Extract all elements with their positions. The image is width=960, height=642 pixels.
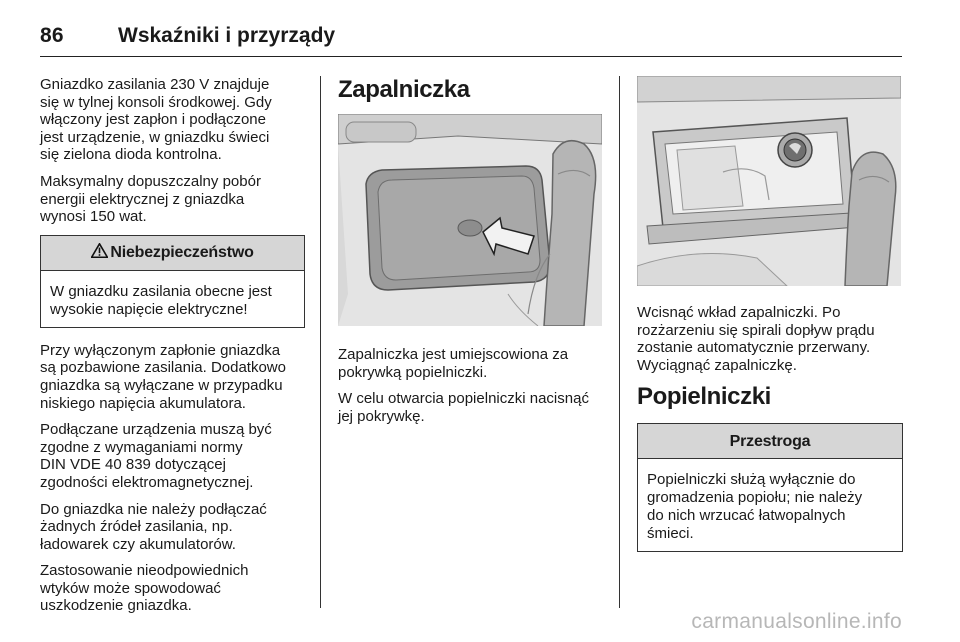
paragraph: Zapalniczka jest umiejscowiona za pokrywką popielniczki. <box>338 346 569 381</box>
column-divider <box>320 76 321 608</box>
column-2 <box>338 76 606 434</box>
danger-box-text: W gniazdku zasilania obecne jest wysokie napięcie elektryczne! <box>50 282 272 318</box>
danger-box <box>40 235 305 328</box>
column-1 <box>40 76 305 624</box>
chapter-title: Wskaźniki i przyrządy <box>118 24 336 47</box>
column-3 <box>637 76 903 566</box>
paragraph: Podłączane urządzenia muszą być zgodne z wymaganiami normy DIN VDE 40 839 dotyczącej zgodności elektromagnetycznej. <box>40 421 272 491</box>
paragraph: Gniazdko zasilania 230 V znajduje się w tylnej konsoli środkowej. Gdy włączony jest zapłon i podłączone jest urządzenie, w gniazdku świeci się zielona dioda kontrolna. <box>40 76 272 164</box>
page-header <box>40 14 902 57</box>
caution-box <box>637 423 903 552</box>
column-divider <box>619 76 620 608</box>
paragraph: Wcisnąć wkład zapalniczki. Po rozżarzeniu się spirali dopływ prądu zostanie automatycznie przerwany. Wyciągnąć zapalniczkę. <box>637 304 875 374</box>
danger-box-title: Niebezpieczeństwo <box>110 243 254 261</box>
watermark: carmanualsonline.info <box>691 610 902 633</box>
paragraph: Zastosowanie nieodpowiednich wtyków może spowodować uszkodzenie gniazdka. <box>40 562 249 615</box>
illustration-ashtray-lid <box>338 114 602 326</box>
section-title-ashtrays: Popielniczki <box>637 383 771 411</box>
paragraph: Do gniazdka nie należy podłączać żadnych źródeł zasilania, np. ładowarek czy akumulatorów. <box>40 500 267 553</box>
page-number: 86 <box>40 24 64 47</box>
paragraph: Przy wyłączonym zapłonie gniazdka są pozbawione zasilania. Dodatkowo gniazdka są wyłączane w przypadku niskiego napięcia akumulatora. <box>40 341 286 412</box>
warning-triangle-icon <box>91 243 108 262</box>
caution-box-text: Popielniczki służą wyłącznie do gromadzenia popiołu; nie należy do nich wrzucać łatwopalnych śmieci. <box>647 471 863 543</box>
paragraph: W celu otwarcia popielniczki nacisnąć jej pokrywkę. <box>338 390 589 425</box>
caution-box-title: Przestroga <box>638 424 902 459</box>
section-title-lighter: Zapalniczka <box>338 76 470 103</box>
illustration-cigarette-lighter <box>637 76 901 286</box>
paragraph: Maksymalny dopuszczalny pobór energii elektrycznej z gniazdka wynosi 150 wat. <box>40 172 261 226</box>
